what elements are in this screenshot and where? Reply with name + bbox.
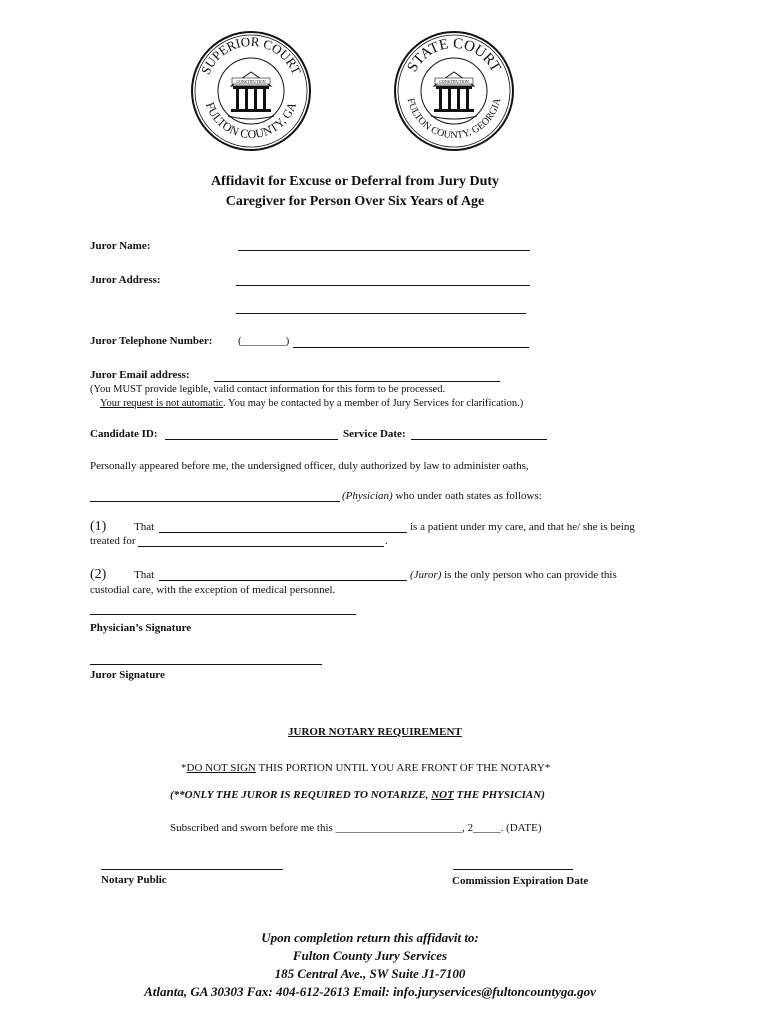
jury-services-name: Fulton County Jury Services [292, 948, 448, 963]
superior-seal-bottom-text: FULTON COUNTY, GA [202, 100, 300, 142]
contact-note-line2 [100, 398, 523, 409]
service-date-field[interactable] [411, 439, 547, 440]
physician-name-field[interactable] [90, 501, 340, 502]
state-seal-top-text: STATE COURT [404, 35, 504, 75]
candidate-id-field[interactable] [165, 439, 338, 440]
juror-name-field[interactable] [238, 250, 530, 251]
commission-expiration-line[interactable] [453, 869, 573, 870]
only-juror-notice [170, 789, 545, 801]
svg-text:SUPERIOR COURT [198, 34, 305, 77]
phone-area-code[interactable]: (________) [238, 335, 290, 347]
item-1-number: (1) [90, 519, 107, 534]
only-juror-post: THE PHYSICIAN) [453, 789, 545, 801]
physician-clause [342, 490, 542, 502]
commission-expiration-label: Commission Expiration Date [452, 875, 589, 887]
item-1-period: . [385, 535, 388, 547]
state-court-seal [393, 30, 515, 152]
item-2-line2: custodial care, with the exception of medical personnel. [90, 584, 336, 596]
juror-name-clause-field[interactable] [159, 580, 407, 581]
state-seal-banner: CONSTITUTION [439, 79, 469, 84]
svg-text:FULTON COUNTY, GA [203, 100, 299, 141]
appeared-statement: Personally appeared before me, the undersigned officer, duly authorized by law to administer oaths, [90, 460, 529, 472]
physician-label: (Physician) [342, 490, 393, 502]
juror-signature-label: Juror Signature [90, 669, 165, 681]
do-not-sign-text: DO NOT SIGN [186, 762, 256, 774]
juror-phone-field[interactable] [293, 347, 529, 348]
physician-clause-rest: who under oath states as follows: [395, 490, 542, 502]
jury-services-address: 185 Central Ave., SW Suite J1-7100 [274, 966, 466, 981]
juror-email-label: Juror Email address: [90, 369, 190, 381]
physician-signature-line[interactable] [90, 614, 356, 615]
juror-email-field[interactable] [214, 381, 500, 382]
candidate-id-label: Candidate ID: [90, 428, 158, 440]
notary-heading: JUROR NOTARY REQUIREMENT [288, 726, 462, 738]
form-title: Affidavit for Excuse or Deferral from Jury Duty [210, 174, 500, 189]
not-text: NOT [431, 789, 454, 801]
form-subtitle: Caregiver for Person Over Six Years of Age [225, 194, 485, 209]
item-2-rest: is the only person who can provide this [444, 569, 617, 581]
superior-court-seal [190, 30, 312, 152]
warning-rest-text: THIS PORTION UNTIL YOU ARE FRONT OF THE NOTARY* [255, 762, 551, 774]
clarification-text: . You may be contacted by a member of Jury Services for clarification.) [223, 398, 524, 409]
svg-text:STATE COURT [404, 36, 503, 75]
juror-address-label: Juror Address: [90, 274, 161, 286]
superior-seal-banner: CONSTITUTION [236, 79, 266, 84]
notary-public-signature-line[interactable] [101, 869, 283, 870]
not-automatic-text: Your request is not automatic [100, 398, 224, 409]
treated-for-field[interactable] [138, 546, 384, 547]
subscribed-sworn-line: Subscribed and sworn before me this _______________________, 2_____. (DATE) [170, 822, 542, 834]
physician-signature-label: Physician’s Signature [90, 622, 192, 634]
service-date-label: Service Date: [343, 428, 406, 440]
item-1-that: That [134, 521, 155, 533]
item-2-that: That [134, 569, 155, 581]
juror-label: (Juror) [410, 569, 442, 581]
contact-note-line1: (You MUST provide legible, valid contact information for this form to be processed. [90, 384, 446, 395]
return-instructions: Upon completion return this affidavit to: [261, 930, 479, 945]
item-1-treated-for: treated for [90, 535, 136, 547]
juror-name-label: Juror Name: [90, 240, 151, 252]
notary-public-label: Notary Public [101, 874, 167, 886]
warning-star: * [181, 762, 187, 774]
juror-signature-line[interactable] [90, 664, 322, 665]
only-juror-pre: (**ONLY THE JUROR IS REQUIRED TO NOTARIZE, [170, 789, 432, 801]
item-2-number: (2) [90, 567, 107, 582]
patient-name-field[interactable] [159, 532, 407, 533]
superior-seal-top-text: SUPERIOR COURT [197, 33, 305, 77]
juror-address-field-2[interactable] [236, 313, 526, 314]
juror-address-field-1[interactable] [236, 285, 530, 286]
notary-warning [181, 762, 550, 774]
state-seal-bottom-text: FULTON COUNTY, GEORGIA [404, 97, 504, 142]
jury-services-contact: Atlanta, GA 30303 Fax: 404-612-2613 Email: info.juryservices@fultoncountyga.gov [144, 984, 596, 999]
item-1-rest: is a patient under my care, and that he/ she is being [410, 521, 635, 533]
item-2-clause [410, 569, 617, 581]
juror-phone-label: Juror Telephone Number: [90, 335, 213, 347]
